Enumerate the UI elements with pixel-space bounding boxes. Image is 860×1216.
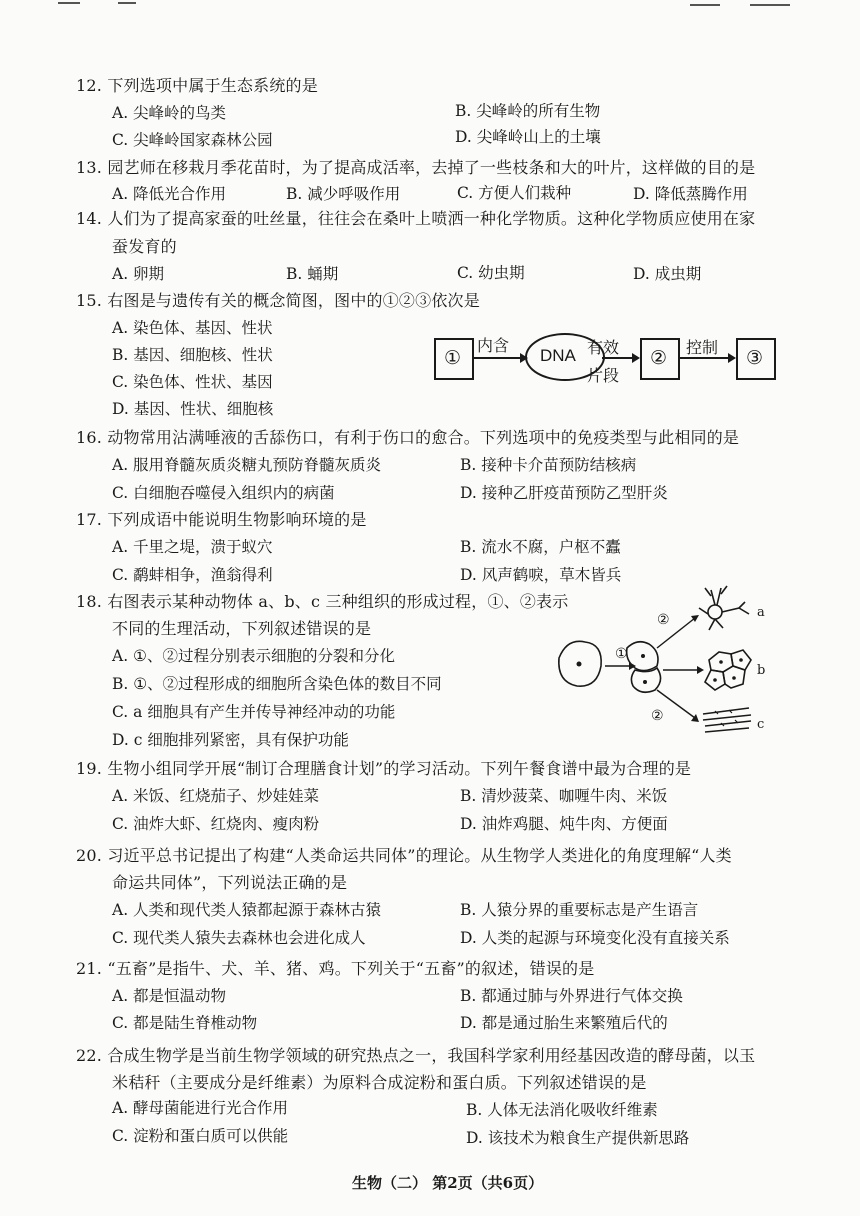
q21-option-d: D. 都是通过胎生来繁殖后代的 <box>460 1014 668 1032</box>
question-14-stem-cont: 蚕发育的 <box>112 237 177 256</box>
q19-option-d: D. 油炸鸡腿、炖牛肉、方便面 <box>460 815 668 833</box>
arrow-icon <box>600 350 642 366</box>
nucleus-icon <box>643 680 647 684</box>
q20-option-c: C. 现代类人猿失去森林也会进化成人 <box>112 929 366 947</box>
q14-option-c: C. 幼虫期 <box>457 264 525 282</box>
scan-mark <box>58 2 80 4</box>
question-18-stem: 18. 右图表示某种动物体 a、b、c 三种组织的形成过程，①、②表示 <box>76 592 569 611</box>
q14-option-b: B. 蛹期 <box>286 265 339 283</box>
q15-option-c: C. 染色体、性状、基因 <box>112 373 273 391</box>
nucleus-icon <box>577 662 582 667</box>
q13-option-b: B. 减少呼吸作用 <box>286 185 401 203</box>
q17-option-c: C. 鹬蚌相争，渔翁得利 <box>112 566 273 584</box>
divided-cell <box>631 668 660 692</box>
label-a: a <box>757 605 765 620</box>
concept-box-1 <box>434 338 474 380</box>
question-17-stem: 17. 下列成语中能说明生物影响环境的是 <box>76 510 367 529</box>
q19-option-a: A. 米饭、红烧茄子、炒娃娃菜 <box>112 787 320 805</box>
arrow-icon <box>678 350 738 366</box>
q21-option-b: B. 都通过肺与外界进行气体交换 <box>460 987 683 1005</box>
scan-mark <box>750 4 790 6</box>
q21-option-c: C. 都是陆生脊椎动物 <box>112 1014 258 1032</box>
concept-box-2-label: ② <box>650 347 668 369</box>
q15-option-d: D. 基因、性状、细胞核 <box>112 400 274 418</box>
q17-option-a: A. 千里之堤，溃于蚁穴 <box>112 538 273 556</box>
concept-link-2-bottom: 片段 <box>587 366 620 385</box>
q20-option-b: B. 人猿分界的重要标志是产生语言 <box>460 901 699 919</box>
concept-box-2 <box>640 338 680 380</box>
concept-link-3-label: 控制 <box>686 338 719 357</box>
q14-option-a: A. 卵期 <box>112 265 165 283</box>
tissue-c <box>703 708 751 732</box>
tissue-b <box>705 650 751 690</box>
q12-option-d: D. 尖峰岭山上的土壤 <box>455 128 601 146</box>
q12-option-a: A. 尖峰岭的鸟类 <box>112 104 227 122</box>
q16-option-c: C. 白细胞吞噬侵入组织内的病菌 <box>112 484 335 502</box>
label-b: b <box>757 663 766 678</box>
page-footer: 生物（二） 第2页（共6页） <box>352 1174 544 1192</box>
q14-option-d: D. 成虫期 <box>633 265 702 283</box>
question-22-stem-cont: 米秸秆（主要成分是纤维素）为原料合成淀粉和蛋白质。下列叙述错误的是 <box>112 1073 647 1092</box>
q18-option-d: D. c 细胞排列紧密，具有保护功能 <box>112 731 349 749</box>
q19-option-c: C. 油炸大虾、红烧肉、瘦肉粉 <box>112 815 320 833</box>
question-12-stem: 12. 下列选项中属于生态系统的是 <box>76 76 318 95</box>
q15-option-b: B. 基因、细胞核、性状 <box>112 346 273 364</box>
question-20-stem-cont: 命运共同体”，下列说法正确的是 <box>112 873 348 892</box>
q18-option-a: A. ①、②过程分别表示细胞的分裂和分化 <box>112 647 395 665</box>
q18-option-c: C. a 细胞具有产生并传导神经冲动的功能 <box>112 703 396 721</box>
q16-option-d: D. 接种乙肝疫苗预防乙型肝炎 <box>460 484 668 502</box>
q13-option-a: A. 降低光合作用 <box>112 185 227 203</box>
question-18-stem-cont: 不同的生理活动，下列叙述错误的是 <box>112 619 372 638</box>
arrow-icon <box>470 350 530 366</box>
scan-mark <box>118 2 136 4</box>
concept-link-1-label: 内含 <box>477 336 510 355</box>
question-16-stem: 16. 动物常用沾满唾液的舌舔伤口，有利于伤口的愈合。下列选项中的免疫类型与此相同的是 <box>76 428 740 447</box>
q22-option-b: B. 人体无法消化吸收纤维素 <box>466 1101 658 1119</box>
q13-option-c: C. 方便人们栽种 <box>457 184 572 202</box>
concept-box-1-label: ① <box>444 347 462 369</box>
q19-option-b: B. 清炒菠菜、咖喱牛肉、米饭 <box>460 787 668 805</box>
question-20-stem: 20. 习近平总书记提出了构建“人类命运共同体”的理论。从生物学人类进化的角度理解“人类 <box>76 846 732 865</box>
dna-node-label: DNA <box>540 346 576 365</box>
arrowhead-icon <box>697 666 704 674</box>
question-19-stem: 19. 生物小组同学开展“制订合理膳食计划”的学习活动。下列午餐食谱中最为合理的是 <box>76 759 692 778</box>
q22-option-c: C. 淀粉和蛋白质可以供能 <box>112 1127 289 1145</box>
q21-option-a: A. 都是恒温动物 <box>112 987 227 1005</box>
concept-box-3 <box>736 338 776 380</box>
question-15-stem: 15. 右图是与遗传有关的概念简图，图中的①②③依次是 <box>76 291 480 310</box>
q16-option-a: A. 服用脊髓灰质炎糖丸预防脊髓灰质炎 <box>112 456 382 474</box>
nucleus-icon <box>641 654 645 658</box>
step-2-top-label: ② <box>657 612 670 628</box>
question-14-stem: 14. 人们为了提高家蚕的吐丝量，往往会在桑叶上喷洒一种化学物质。这种化学物质应使用在家 <box>76 209 756 228</box>
question-21-stem: 21. “五畜”是指牛、犬、羊、猪、鸡。下列关于“五畜”的叙述，错误的是 <box>76 959 595 978</box>
scan-mark <box>690 4 720 6</box>
q17-option-d: D. 风声鹤唳，草木皆兵 <box>460 566 622 584</box>
cell-diagram <box>545 578 785 748</box>
q12-option-c: C. 尖峰岭国家森林公园 <box>112 131 273 149</box>
step-2-bottom-label: ② <box>651 708 664 724</box>
step-1-label: ① <box>615 646 628 662</box>
concept-box-3-label: ③ <box>746 347 764 369</box>
q17-option-b: B. 流水不腐，户枢不蠹 <box>460 538 621 556</box>
q20-option-d: D. 人类的起源与环境变化没有直接关系 <box>460 929 730 947</box>
nerve-tissue-a <box>699 586 749 630</box>
concept-link-2-top: 有效 <box>587 338 620 357</box>
label-c: c <box>757 717 765 732</box>
q12-option-b: B. 尖峰岭的所有生物 <box>455 102 601 120</box>
q20-option-a: A. 人类和现代类人猿都起源于森林古猿 <box>112 901 382 919</box>
question-22-stem: 22. 合成生物学是当前生物学领域的研究热点之一，我国科学家利用经基因改造的酵母菌，以玉 <box>76 1046 756 1065</box>
question-13-stem: 13. 园艺师在移栽月季花苗时，为了提高成活率，去掉了一些枝条和大的叶片，这样做的目的是 <box>76 158 756 177</box>
q15-option-a: A. 染色体、基因、性状 <box>112 319 273 337</box>
q18-option-b: B. ①、②过程形成的细胞所含染色体的数目不同 <box>112 675 442 693</box>
q16-option-b: B. 接种卡介苗预防结核病 <box>460 456 637 474</box>
q22-option-d: D. 该技术为粮食生产提供新思路 <box>466 1129 690 1147</box>
q22-option-a: A. 酵母菌能进行光合作用 <box>112 1099 289 1117</box>
q13-option-d: D. 降低蒸腾作用 <box>633 185 748 203</box>
